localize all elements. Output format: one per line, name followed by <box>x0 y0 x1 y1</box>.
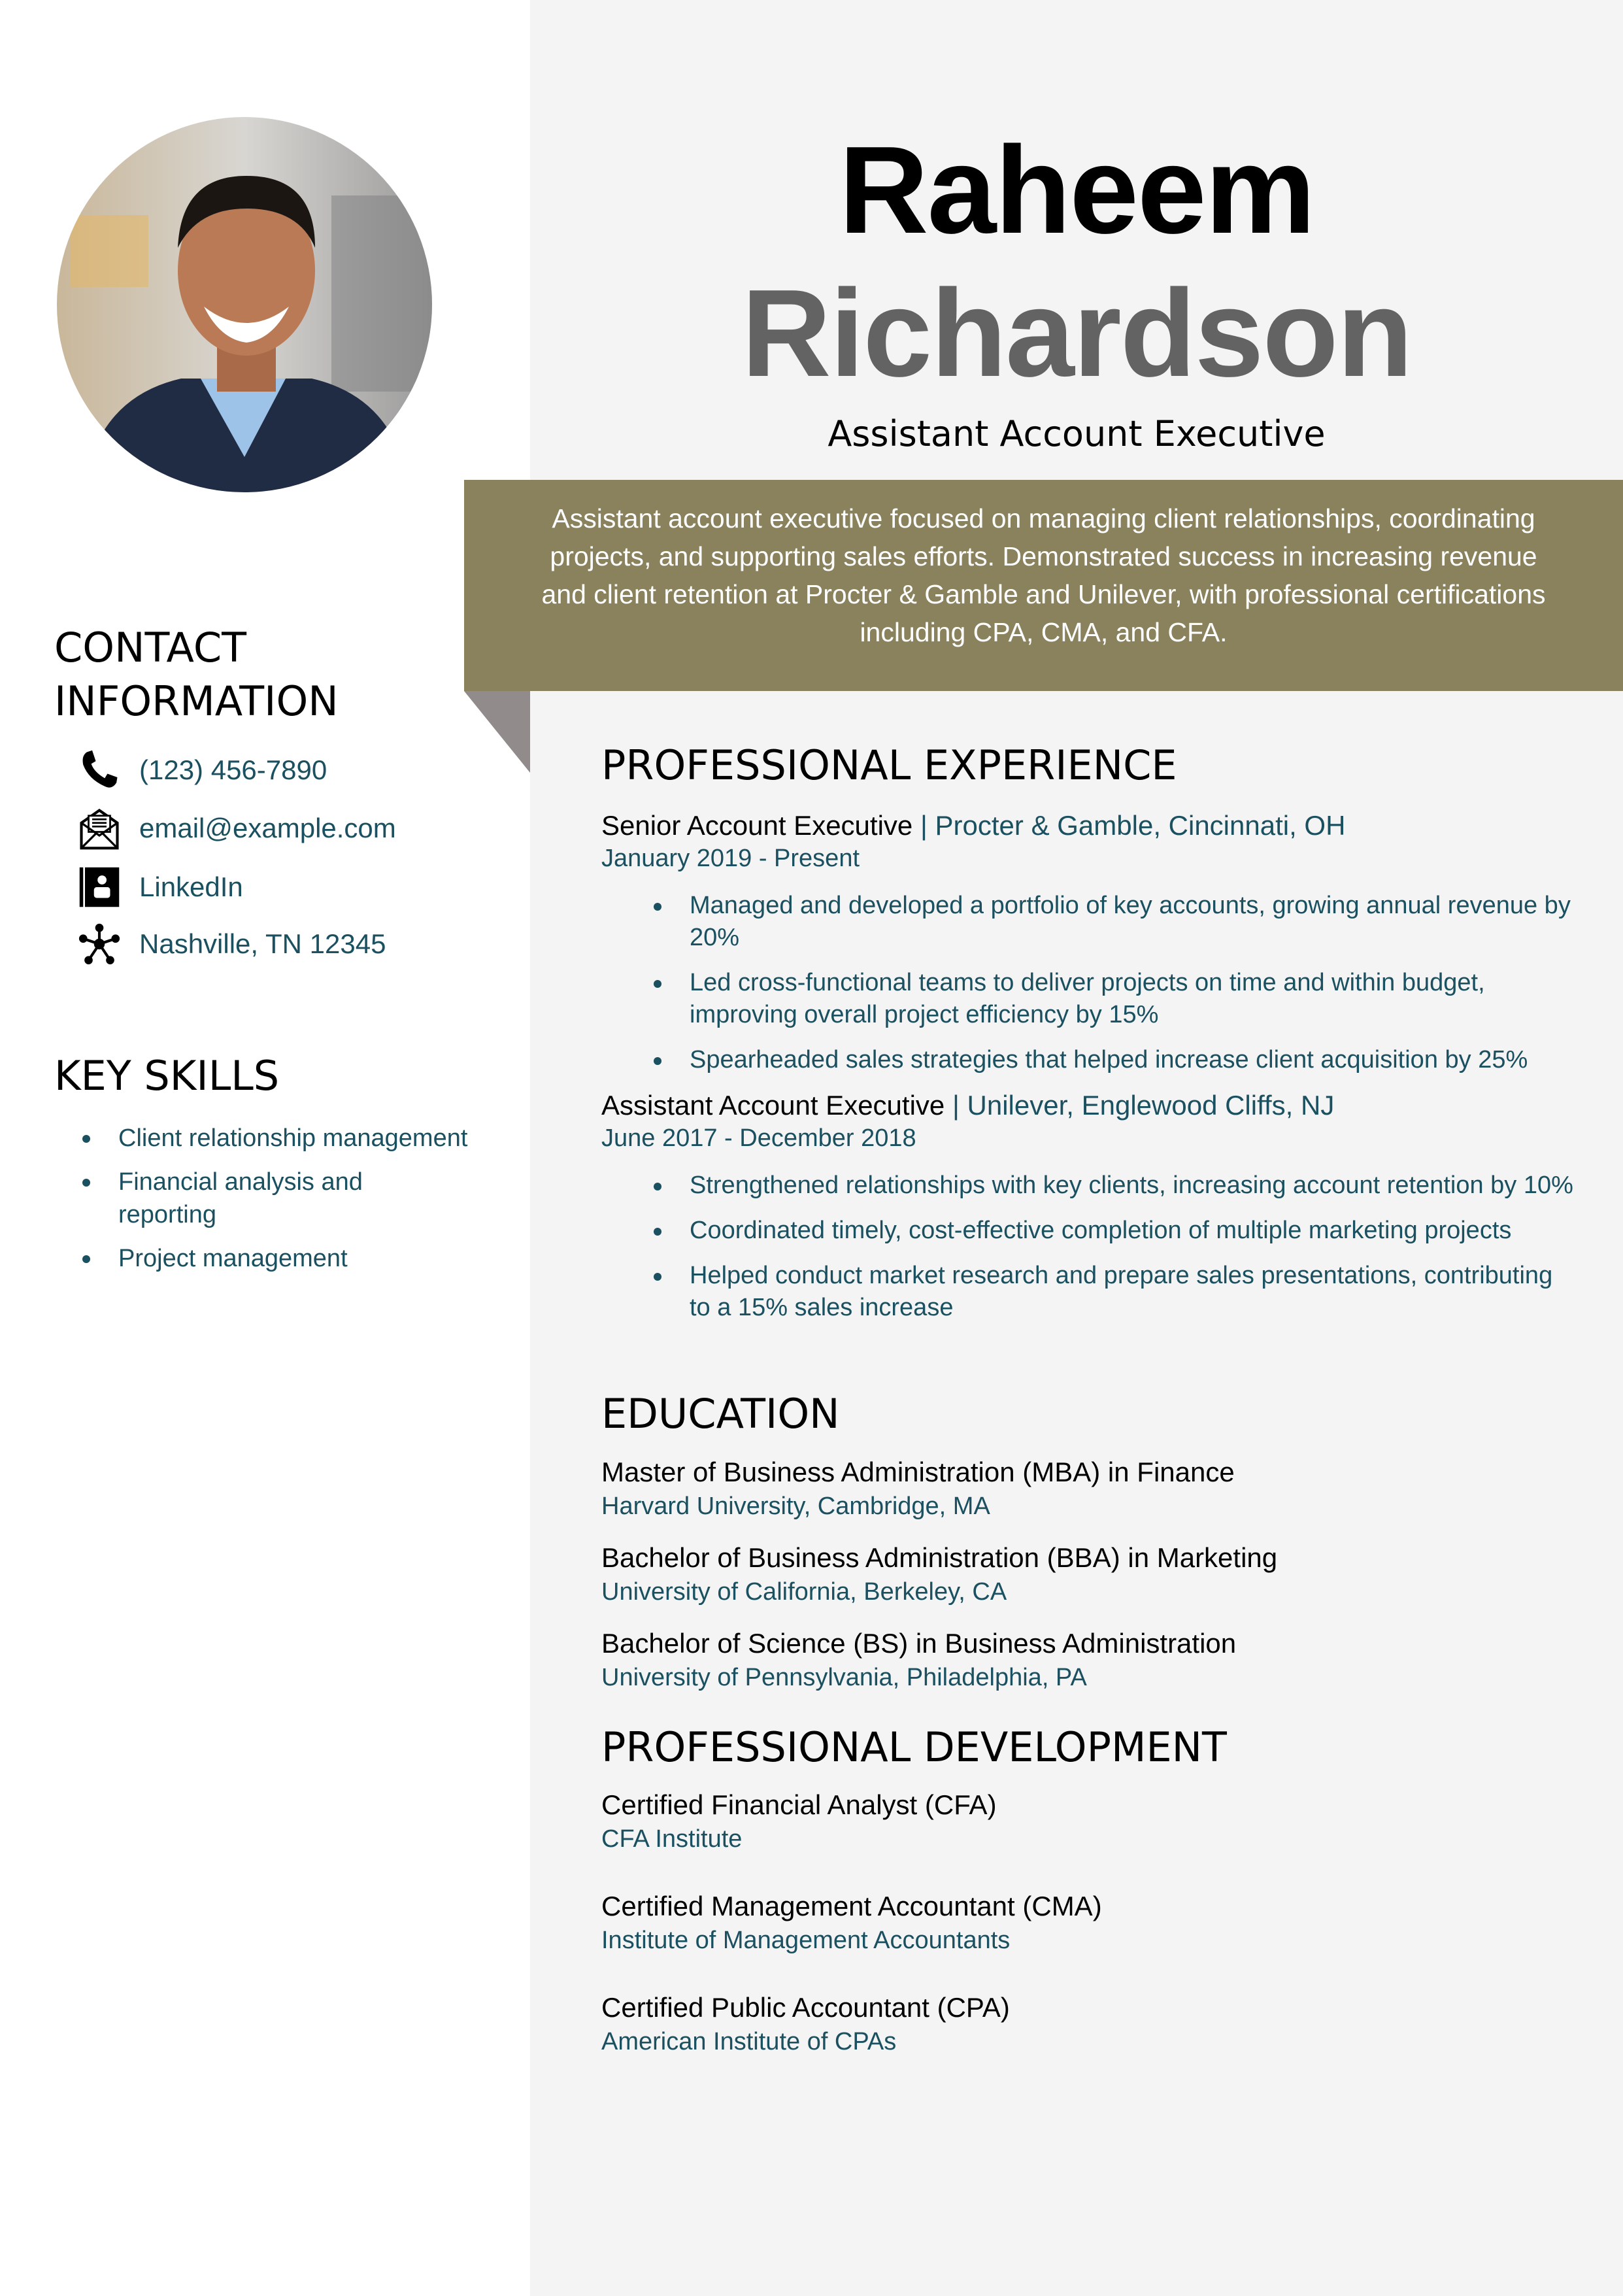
contact-location <box>78 921 386 967</box>
experience-heading: PROFESSIONAL EXPERIENCE <box>601 741 1177 789</box>
contact-location-text: Nashville, TN 12345 <box>139 928 386 959</box>
job-dates: January 2019 - Present <box>601 845 860 872</box>
envelope-icon <box>78 807 121 850</box>
contact-phone-text: (123) 456-7890 <box>139 754 327 785</box>
certification: Certified Financial Analyst (CFA) <box>601 1789 997 1820</box>
job-dates: June 2017 - December 2018 <box>601 1124 916 1152</box>
experience-section <box>601 739 1575 1337</box>
education-section <box>601 1388 1575 1693</box>
skill-item: Financial analysis and reporting <box>118 1166 406 1231</box>
job-bullet: Spearheaded sales strategies that helped increase client acquisition by 25% <box>690 1044 1575 1076</box>
contact-book-icon <box>78 866 121 909</box>
job-bullets <box>601 890 1575 1076</box>
school: Harvard University, Cambridge, MA <box>601 1493 990 1520</box>
degree: Bachelor of Science (BS) in Business Administration <box>601 1628 1237 1659</box>
certification: Certified Public Accountant (CPA) <box>601 1992 1010 2023</box>
development-section <box>601 1721 1575 2057</box>
contact-linkedin[interactable] <box>78 864 243 910</box>
skills-list <box>54 1122 484 1275</box>
cert-issuer: Institute of Management Accountants <box>601 1927 1011 1954</box>
cert-issuer: CFA Institute <box>601 1825 743 1853</box>
job-bullet: Led cross-functional teams to deliver projects on time and within budget, improving overall project efficiency by 15% <box>690 967 1575 1031</box>
job-role <box>601 1089 1575 1122</box>
school: University of California, Berkeley, CA <box>601 1578 1007 1606</box>
contact-phone <box>78 747 327 793</box>
degree: Master of Business Administration (MBA) in Finance <box>601 1457 1235 1487</box>
network-icon <box>78 922 121 966</box>
summary-banner <box>464 480 1623 691</box>
job-title-text: Assistant Account Executive <box>601 1090 945 1121</box>
job-role <box>601 809 1575 842</box>
contact-email-text[interactable]: email@example.com <box>139 813 396 843</box>
cert-issuer: American Institute of CPAs <box>601 2028 897 2055</box>
certification: Certified Management Accountant (CMA) <box>601 1891 1102 1921</box>
skills-heading: KEY SKILLS <box>54 1052 280 1100</box>
education-heading: EDUCATION <box>601 1390 840 1438</box>
job-bullet: Strengthened relationships with key clients, increasing account retention by 10% <box>690 1170 1575 1202</box>
skill-item: Project management <box>118 1242 484 1275</box>
contact-heading: CONTACT INFORMATION <box>54 624 339 725</box>
development-heading: PROFESSIONAL DEVELOPMENT <box>601 1723 1227 1771</box>
job-title: Assistant Account Executive <box>828 413 1326 454</box>
summary-text: Assistant account executive focused on managing client relationships, coordinating projects, and supporting sales efforts. Demonstrated success in increasing revenue and client retention at Procter & Gamble and Unilever, with professional certifications including CPA, CMA, and CFA. <box>541 503 1546 647</box>
job-bullet: Managed and developed a portfolio of key accounts, growing annual revenue by 20% <box>690 890 1575 954</box>
contact-section <box>54 621 381 728</box>
job-bullet: Coordinated timely, cost-effective completion of multiple marketing projects <box>690 1215 1575 1247</box>
job-bullet: Helped conduct market research and prepare sales presentations, contributing to a 15% sales increase <box>690 1260 1575 1324</box>
contact-email[interactable] <box>78 805 396 851</box>
last-name: Richardson <box>741 264 1412 403</box>
skills-section <box>54 1050 499 1286</box>
job-title-text: Senior Account Executive <box>601 810 913 841</box>
first-name: Raheem <box>839 121 1314 260</box>
profile-photo <box>57 117 432 492</box>
school: University of Pennsylvania, Philadelphia, PA <box>601 1664 1087 1691</box>
degree: Bachelor of Business Administration (BBA) in Marketing <box>601 1542 1278 1573</box>
job-org: | Unilever, Englewood Cliffs, NJ <box>952 1090 1335 1121</box>
job-bullets <box>601 1170 1575 1324</box>
job-org: | Procter & Gamble, Cincinnati, OH <box>920 810 1346 841</box>
phone-icon <box>78 749 121 792</box>
skill-item: Client relationship management <box>118 1122 484 1155</box>
contact-linkedin-text[interactable]: LinkedIn <box>139 871 243 902</box>
